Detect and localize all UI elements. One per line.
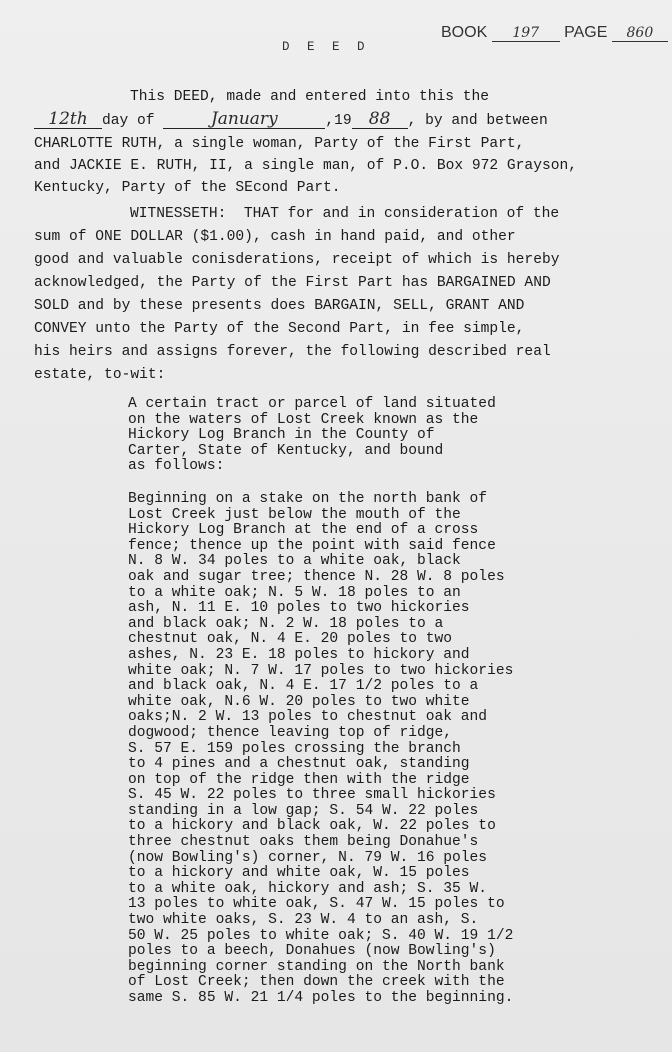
boundary-line: oak and sugar tree; thence N. 28 W. 8 poles: [128, 568, 505, 585]
intro-line-4: and JACKIE E. RUTH, II, a single man, of P.O. Box 972 Grayson,: [34, 158, 577, 174]
boundary-line: dogwood; thence leaving top of ridge,: [128, 724, 453, 741]
boundary-line: and black oak, N. 4 E. 17 1/2 poles to a: [128, 678, 479, 695]
boundary-line: fence; thence up the point with said fence: [128, 537, 496, 554]
tract-line: A certain tract or parcel of land situated: [128, 396, 496, 412]
witness-line-5: SOLD and by these presents does BARGAIN, SELL, GRANT AND: [34, 298, 525, 314]
month-handwritten: January: [163, 110, 325, 129]
witness-line-2: sum of ONE DOLLAR ($1.00), cash in hand paid, and other: [34, 229, 516, 245]
boundary-line: S. 45 W. 22 poles to three small hickories: [128, 787, 496, 804]
document-title: D E E D: [282, 40, 370, 54]
boundary-line: and black oak; N. 2 W. 18 poles to a: [128, 615, 444, 632]
witness-line-4: acknowledged, the Party of the First Part has BARGAINED AND: [34, 275, 551, 291]
tract-line: Carter, State of Kentucky, and bound: [128, 442, 444, 459]
intro-line-5: Kentucky, Party of the SEcond Part.: [34, 180, 341, 196]
intro-line-2: [34, 110, 548, 130]
boundary-line: of Lost Creek; then down the creek with the: [128, 974, 505, 991]
boundary-line: 50 W. 25 poles to white oak; S. 40 W. 19 1/2: [128, 927, 514, 944]
boundary-line: 13 poles to white oak, S. 47 W. 15 poles to: [128, 896, 505, 913]
boundary-line: to 4 pines and a chestnut oak, standing: [128, 756, 470, 773]
boundary-line: two white oaks, S. 23 W. 4 to an ash, S.: [128, 912, 479, 929]
book-label: BOOK: [441, 24, 488, 41]
tract-line: as follows:: [128, 458, 225, 475]
witness-line-1: WITNESSETH: THAT for and in consideration of the: [130, 206, 560, 222]
book-page-stamp: [441, 24, 668, 42]
tract-line: Hickory Log Branch in the County of: [128, 427, 435, 444]
boundary-line: oaks;N. 2 W. 13 poles to chestnut oak and: [128, 709, 488, 726]
boundary-description: [128, 492, 513, 1007]
boundary-line: poles to a beech, Donahues (now Bowling's): [128, 943, 496, 960]
witness-line-7: his heirs and assigns forever, the following described real: [34, 344, 551, 360]
boundary-line: to a white oak; N. 5 W. 18 poles to an: [128, 584, 461, 601]
boundary-line: to a hickory and black oak, W. 22 poles to: [128, 818, 496, 835]
boundary-line: three chestnut oaks them being Donahue's: [128, 834, 479, 851]
witness-line-6: CONVEY unto the Party of the Second Part, in fee simple,: [34, 321, 525, 337]
day-of-label: day of: [102, 113, 155, 129]
boundary-line: white oak, N.6 W. 20 poles to two white: [128, 693, 470, 710]
boundary-line: to a hickory and white oak, W. 15 poles: [128, 865, 470, 882]
boundary-line: ashes, N. 23 E. 18 poles to hickory and: [128, 646, 470, 663]
boundary-line: Lost Creek just below the mouth of the: [128, 506, 461, 523]
intro-line-3: CHARLOTTE RUTH, a single woman, Party of the First Part,: [34, 136, 525, 152]
page-label: PAGE: [564, 24, 608, 41]
page-number: 860: [612, 25, 668, 42]
boundary-line: same S. 85 W. 21 1/4 poles to the beginning.: [128, 990, 514, 1006]
day-handwritten: 12th: [34, 110, 102, 129]
boundary-line: S. 57 E. 159 poles crossing the branch: [128, 740, 461, 757]
year-prefix: ,19: [325, 113, 352, 129]
boundary-line: ash, N. 11 E. 10 poles to two hickories: [128, 600, 470, 617]
witness-line-8: estate, to-wit:: [34, 367, 166, 383]
year-handwritten: 88: [352, 110, 408, 129]
boundary-line: (now Bowling's) corner, N. 79 W. 16 poles: [128, 849, 488, 866]
boundary-line: beginning corner standing on the North bank: [128, 958, 505, 975]
boundary-line: to a white oak, hickory and ash; S. 35 W.: [128, 880, 488, 897]
boundary-line: Hickory Log Branch at the end of a cross: [128, 522, 479, 539]
boundary-line: Beginning on a stake on the north bank of: [128, 491, 488, 507]
intro-line-2-end: , by and between: [407, 113, 548, 129]
intro-line-1: This DEED, made and entered into this the: [130, 89, 490, 105]
witness-line-3: good and valuable conisderations, receipt of which is hereby: [34, 252, 560, 268]
boundary-line: on top of the ridge then with the ridge: [128, 771, 470, 788]
tract-description: [128, 397, 496, 475]
boundary-line: standing in a low gap; S. 54 W. 22 poles: [128, 802, 479, 819]
book-number: 197: [492, 25, 560, 42]
boundary-line: chestnut oak, N. 4 E. 20 poles to two: [128, 631, 453, 648]
boundary-line: N. 8 W. 34 poles to a white oak, black: [128, 553, 461, 570]
tract-line: on the waters of Lost Creek known as the: [128, 411, 479, 428]
boundary-line: white oak; N. 7 W. 17 poles to two hickories: [128, 662, 514, 679]
